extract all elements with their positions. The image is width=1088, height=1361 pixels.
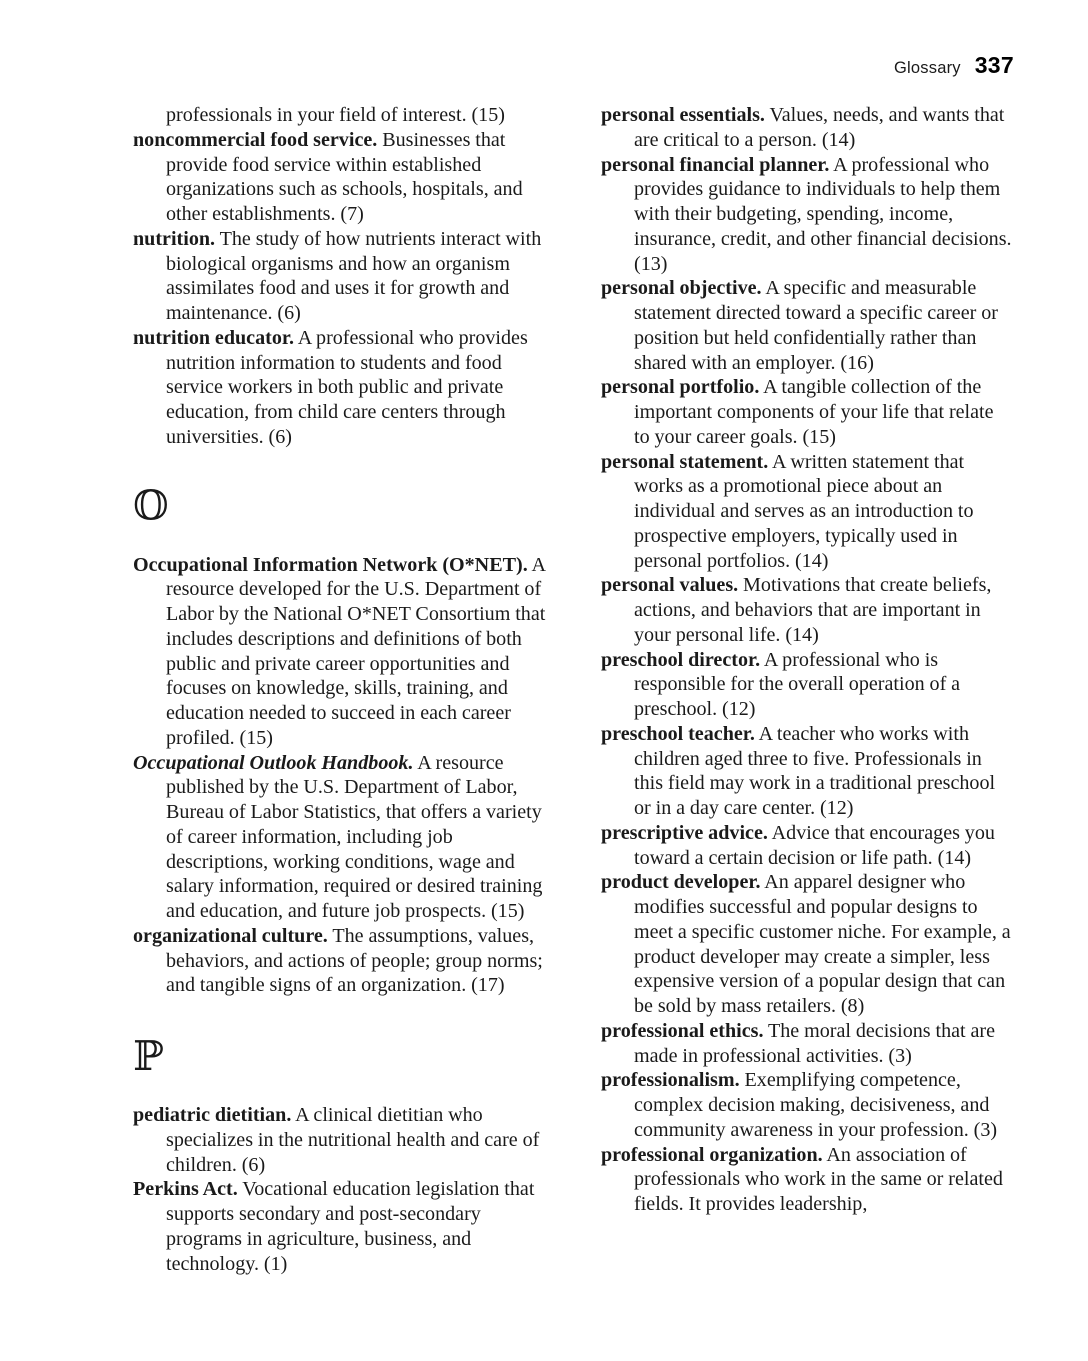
glossary-entry (601, 276, 1014, 375)
entry-term: personal essentials. (601, 104, 765, 126)
letter-section-heading: ℙ (133, 1032, 164, 1080)
entry-term: organizational culture. (133, 924, 328, 947)
entry-term: noncommercial food service. (133, 128, 378, 151)
glossary-entry (601, 573, 1014, 647)
entry-definition: An association of professionals who work in the same or related fields. It provides leadership, (634, 1143, 1003, 1215)
entry-term: personal statement. (601, 450, 769, 473)
entry-definition: Businesses that provide food service within established organizations such as schools, hospitals, and other establishments. (7) (166, 128, 523, 225)
entry-term: pediatric dietitian. (133, 1104, 292, 1126)
glossary-entry (601, 1019, 1014, 1069)
glossary-entry (601, 648, 1014, 722)
entry-definition: A clinical dietitian who specializes in the nutritional health and care of children. (6) (166, 1104, 540, 1176)
page-number: 337 (974, 52, 1014, 78)
glossary-entry (601, 153, 1014, 277)
entry-definition: Exemplifying competence, complex decision making, decisiveness, and community awareness in your profession. (3) (634, 1069, 998, 1141)
entry-term: Occupational Information Network (O*NET). (133, 553, 528, 576)
entry-definition: A written statement that works as a promotional piece about an individual and serves as an introduction to prospective employers, typically used in personal portfolios. (14) (634, 450, 974, 572)
running-head (894, 52, 1014, 79)
body-columns (133, 103, 1015, 1276)
entry-definition: A professional who provides guidance to individuals to help them with their budgeting, spending, income, insurance, credit, and other financial decisions. (13) (634, 153, 1012, 275)
glossary-entry (133, 553, 546, 751)
entry-term: Occupational Outlook Handbook. (133, 751, 414, 774)
glossary-entry (601, 821, 1014, 871)
entry-term: personal objective. (601, 277, 762, 300)
column-right (601, 103, 1014, 1276)
glossary-entry (601, 103, 1014, 153)
glossary-entry (133, 751, 546, 924)
letter-section-heading: 𝕆 (133, 481, 169, 530)
entry-definition: professionals in your field of interest. (15) (166, 104, 505, 126)
glossary-entry (133, 1103, 546, 1177)
running-head-label: Glossary (894, 59, 961, 77)
glossary-entry (601, 870, 1014, 1019)
entry-definition: The study of how nutrients interact with biological organisms and how an organism assimilates food and uses it for growth and maintenance. (6) (166, 227, 542, 324)
entry-definition: The moral decisions that are made in professional activities. (3) (634, 1019, 996, 1067)
entry-term: professionalism. (601, 1069, 740, 1092)
entry-term: preschool teacher. (601, 722, 755, 745)
entry-definition: A tangible collection of the important components of your life that relate to your career goals. (15) (634, 376, 994, 448)
entry-definition: A teacher who works with children aged three to five. Professionals in this field may work in a traditional preschool or in a day care center. (12) (634, 722, 996, 819)
entry-definition: Values, needs, and wants that are critical to a person. (14) (634, 104, 1005, 151)
entry-term: personal portfolio. (601, 376, 760, 399)
glossary-entry (133, 326, 546, 450)
entry-definition: An apparel designer who modifies successful and popular designs to meet a specific customer niche. For example, a product developer may create a simpler, less expensive version of a popular design that can be sold by mass retailers. (8) (634, 871, 1011, 1017)
glossary-entry (601, 1143, 1014, 1217)
column-left (133, 103, 546, 1276)
entry-definition: A professional who provides nutrition information to students and food service workers in both public and private education, from child care centers through universities. (6) (166, 326, 528, 448)
entry-definition: Vocational education legislation that supports secondary and post-secondary programs in agriculture, business, and technology. (1) (166, 1178, 535, 1275)
entry-term: professional ethics. (601, 1019, 764, 1042)
glossary-entry (133, 1177, 546, 1276)
entry-definition: A resource developed for the U.S. Department of Labor by the National O*NET Consortium that includes descriptions and definitions of both public and private career opportunities and focuses on knowledge, skills, training, and education needed to succeed in each career profiled. (15) (166, 553, 546, 749)
entry-term: prescriptive advice. (601, 821, 768, 844)
glossary-entry (601, 375, 1014, 449)
glossary-entry (133, 924, 546, 998)
entry-term: personal values. (601, 574, 739, 597)
entry-definition: The assumptions, values, behaviors, and actions of people; group norms; and tangible signs of an organization. (17) (166, 924, 543, 997)
glossary-entry (601, 722, 1014, 821)
entry-term: product developer. (601, 871, 761, 894)
entry-term: Perkins Act. (133, 1178, 238, 1201)
entry-term: professional organization. (601, 1143, 823, 1166)
entry-definition: Motivations that create beliefs, actions, and behaviors that are important in your personal life. (14) (634, 574, 992, 646)
entry-term: nutrition. (133, 227, 216, 250)
glossary-entry (601, 1068, 1014, 1142)
glossary-entry-continued (133, 103, 546, 128)
glossary-entry (601, 450, 1014, 574)
entry-definition: A professional who is responsible for the overall operation of a preschool. (12) (634, 648, 961, 720)
entry-term: preschool director. (601, 648, 761, 671)
entry-definition: A resource published by the U.S. Department of Labor, Bureau of Labor Statistics, that offers a variety of career information, including job descriptions, working conditions, wage and salary information, required or desired training and education, and future job prospects. (15) (166, 751, 543, 922)
glossary-entry (133, 128, 546, 227)
entry-definition: A specific and measurable statement directed toward a specific career or position but held confidentially rather than shared with an employer. (16) (634, 277, 998, 374)
glossary-entry (133, 227, 546, 326)
entry-term: nutrition educator. (133, 326, 294, 349)
entry-term: personal financial planner. (601, 153, 830, 176)
entry-definition: Advice that encourages you toward a certain decision or life path. (14) (634, 821, 995, 869)
